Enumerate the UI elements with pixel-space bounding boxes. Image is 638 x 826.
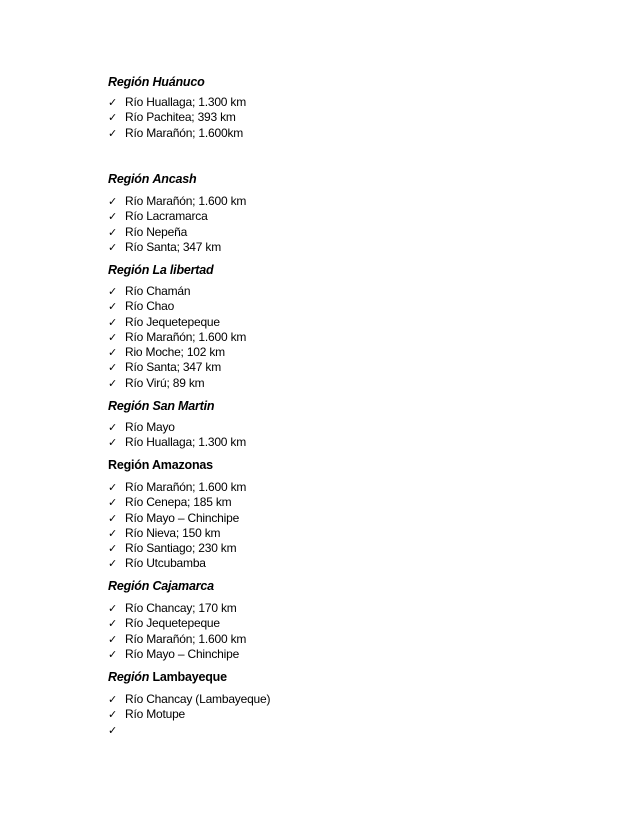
checkmark-icon: ✓ [108,481,118,494]
list-item [108,541,237,556]
region-lambayeque [108,669,271,738]
checkmark-icon: ✓ [108,526,118,540]
river-list [108,420,247,451]
heading-region-name: Huánuco [152,75,205,89]
river-name: Río Chao [125,299,175,314]
checkmark-icon: ✓ [108,300,118,314]
region-heading [108,74,205,90]
checkmark-icon: ✓ [108,240,118,254]
list-item [108,435,247,450]
river-name: Río Marañón; 1.600 km [125,631,247,646]
heading-prefix: Región [108,75,150,89]
river-name: Río Mayo [125,420,175,434]
checkmark-icon: ✓ [108,96,118,109]
list-item [108,360,221,375]
heading-prefix: Región [108,399,150,413]
river-name: Río Jequetepeque [125,314,220,329]
checkmark-icon: ✓ [108,708,118,722]
list-item [108,345,225,360]
list-item [108,707,227,722]
river-name: Río Santa; 347 km [125,239,221,254]
river-name: Río Chancay (Lambayeque) [125,692,271,706]
river-name: Rio Moche; 102 km [125,345,225,360]
checkmark-icon: ✓ [108,376,118,390]
river-list [108,692,271,738]
river-name: Río Huallaga; 1.300 km [125,95,247,109]
river-list [108,284,247,391]
checkmark-icon: ✓ [108,632,118,646]
list-item [108,495,232,510]
river-list [108,95,247,141]
river-name: Río Utcubamba [125,556,206,571]
river-name: Río Chamán [125,284,191,298]
region-heading [108,457,213,473]
river-name: Río Virú; 89 km [125,375,205,390]
river-name: Río Marañón; 1.600 km [125,194,247,208]
list-item [108,646,240,662]
list-item [108,376,213,391]
checkmark-icon: ✓ [108,557,118,571]
river-name: Río Huallaga; 1.300 km [125,435,247,450]
checkmark-icon: ✓ [108,421,118,434]
checkmark-icon: ✓ [108,602,118,615]
heading-region-name: Ancash [152,172,197,186]
river-name: Río Nepeña [125,224,188,239]
list-item [108,209,208,224]
checkmark-icon: ✓ [108,126,118,140]
checkmark-icon: ✓ [108,195,118,208]
checkmark-icon: ✓ [108,315,118,329]
region-ancash [108,171,247,255]
list-item [108,420,214,435]
checkmark-icon: ✓ [108,542,118,556]
region-amazonas [108,457,247,572]
checkmark-icon: ✓ [108,210,118,224]
heading-prefix: Región [108,458,150,472]
river-name: Río Cenepa; 185 km [125,495,232,510]
checkmark-icon: ✓ [108,496,118,510]
checkmark-icon: ✓ [108,111,118,125]
list-item [108,110,236,125]
region-heading [108,578,214,594]
region-la-libertad [108,262,247,391]
list-item [108,284,213,299]
checkmark-icon: ✓ [108,361,118,375]
heading-prefix: Región [108,263,150,277]
river-name: Río Mayo – Chinchipe [125,510,240,525]
heading-prefix: Región [108,670,150,684]
river-name: Río Jequetepeque [125,616,220,631]
checkmark-icon: ✓ [108,436,118,450]
list-item [108,631,247,647]
region-huanuco [108,74,247,141]
river-name: Río Pachitea; 393 km [125,110,236,125]
river-name: Río Marañón; 1.600km [125,125,244,140]
heading-region-name: Amazonas [151,458,213,472]
river-name: Río Santiago; 230 km [125,541,237,556]
region-heading [108,171,196,187]
heading-region-name: Cajamarca [152,579,214,593]
list-item [108,601,237,616]
list-item [108,692,271,707]
region-heading [108,262,213,278]
heading-region-name: San Martin [152,399,215,413]
list-item [108,239,221,255]
checkmark-icon: ✓ [108,330,118,344]
region-san-martin [108,398,247,451]
heading-prefix: Región [108,172,150,186]
list-item [108,480,247,495]
river-list [108,601,247,662]
checkmark-icon: ✓ [108,511,118,525]
list-item [108,225,196,240]
checkmark-icon: ✓ [108,346,118,360]
river-name: Río Mayo – Chinchipe [125,646,240,661]
list-item [108,510,240,526]
river-list [108,480,247,572]
river-name: Río Marañón; 1.600 km [125,329,247,344]
region-heading [108,669,227,685]
list-item [108,314,220,330]
list-item [108,299,213,314]
checkmark-icon: ✓ [108,285,118,298]
region-cajamarca [108,578,247,662]
list-item [108,329,247,345]
region-heading [108,398,214,414]
checkmark-icon: ✓ [108,617,118,631]
checkmark-icon: ✓ [108,647,118,661]
list-item [108,525,221,541]
list-item [108,95,247,110]
river-name: Río Chancay; 170 km [125,601,237,615]
checkmark-icon: ✓ [108,693,118,706]
river-name: Río Lacramarca [125,209,208,224]
heading-region-name: La libertad [152,263,214,277]
river-name: Río Nieva; 150 km [125,525,221,540]
list-item [108,616,220,631]
river-name: Río Motupe [125,707,186,722]
river-name: Río Santa; 347 km [125,360,221,375]
list-item [108,556,213,571]
heading-prefix: Región [108,579,150,593]
checkmark-icon: ✓ [108,723,118,737]
list-item [108,125,244,141]
river-name: Río Marañón; 1.600 km [125,480,247,494]
list-item [108,723,227,738]
heading-region-name: Lambayeque [152,670,227,684]
river-list [108,194,247,255]
list-item [108,194,247,209]
checkmark-icon: ✓ [108,225,118,239]
